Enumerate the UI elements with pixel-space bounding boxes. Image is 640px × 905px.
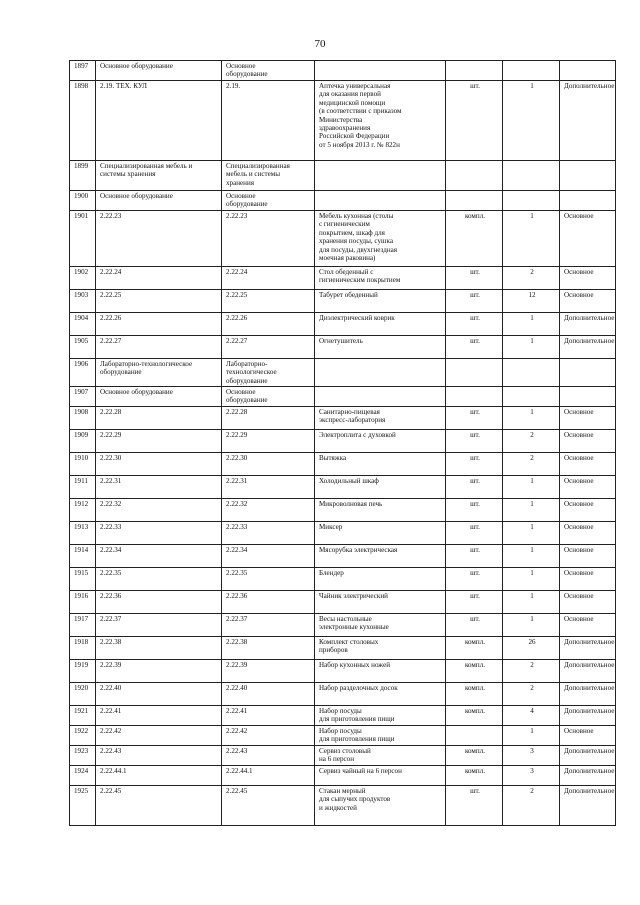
table-row: [70, 313, 616, 336]
equipment-type: Дополнительное: [560, 637, 616, 660]
table-row: [70, 359, 616, 387]
unit: компл.: [446, 660, 503, 683]
row-number: 1919: [70, 660, 96, 683]
item-name: Сервиз столовый на 6 персон: [315, 746, 446, 766]
item-name: Комплект столовых приборов: [315, 637, 446, 660]
quantity: 1: [503, 614, 560, 637]
item-name: [315, 61, 446, 81]
quantity: [503, 161, 560, 191]
section-code: 2.22.39: [96, 660, 222, 683]
section-code: 2.22.35: [96, 568, 222, 591]
item-code: 2.22.38: [222, 637, 315, 660]
row-number: 1914: [70, 545, 96, 568]
section-code: Лабораторно-технологическое оборудование: [96, 359, 222, 387]
quantity: 2: [503, 660, 560, 683]
item-name: Набор разделочных досок: [315, 683, 446, 706]
equipment-type: Дополнительное: [560, 313, 616, 336]
unit: шт.: [446, 430, 503, 453]
row-number: 1897: [70, 61, 96, 81]
table-row: [70, 706, 616, 726]
unit: шт.: [446, 499, 503, 522]
item-code: 2.19.: [222, 81, 315, 161]
unit: компл.: [446, 211, 503, 267]
row-number: 1917: [70, 614, 96, 637]
item-code: 2.22.23: [222, 211, 315, 267]
unit: шт.: [446, 476, 503, 499]
equipment-type: Основное: [560, 614, 616, 637]
equipment-type: Основное: [560, 211, 616, 267]
quantity: 1: [503, 81, 560, 161]
quantity: 3: [503, 766, 560, 786]
quantity: 1: [503, 211, 560, 267]
section-code: 2.22.44.1: [96, 766, 222, 786]
unit: шт.: [446, 453, 503, 476]
row-number: 1910: [70, 453, 96, 476]
row-number: 1908: [70, 407, 96, 430]
item-code: Основное оборудование: [222, 61, 315, 81]
item-name: Диэлектрический коврик: [315, 313, 446, 336]
row-number: 1900: [70, 191, 96, 211]
table-body: [70, 61, 616, 826]
item-code: 2.22.25: [222, 290, 315, 313]
item-code: 2.22.44.1: [222, 766, 315, 786]
table-row: [70, 499, 616, 522]
table-row: [70, 290, 616, 313]
item-name: Мясорубка электрическая: [315, 545, 446, 568]
table-row: [70, 568, 616, 591]
item-code: 2.22.42: [222, 726, 315, 746]
row-number: 1904: [70, 313, 96, 336]
equipment-type: Основное: [560, 407, 616, 430]
unit: шт.: [446, 81, 503, 161]
unit: шт.: [446, 614, 503, 637]
item-code: 2.22.31: [222, 476, 315, 499]
equipment-type: [560, 161, 616, 191]
quantity: 2: [503, 683, 560, 706]
equipment-type: [560, 387, 616, 407]
table-row: [70, 766, 616, 786]
equipment-type: Основное: [560, 476, 616, 499]
unit: [446, 387, 503, 407]
item-code: 2.22.35: [222, 568, 315, 591]
equipment-type: Основное: [560, 545, 616, 568]
section-code: 2.19. ТЕХ. КУЛ: [96, 81, 222, 161]
section-code: 2.22.28: [96, 407, 222, 430]
quantity: 2: [503, 430, 560, 453]
quantity: 1: [503, 568, 560, 591]
equipment-type: Основное: [560, 726, 616, 746]
section-code: 2.22.45: [96, 786, 222, 826]
equipment-type: [560, 191, 616, 211]
table-row: [70, 786, 616, 826]
table-row: [70, 191, 616, 211]
quantity: [503, 61, 560, 81]
equipment-type: Дополнительное: [560, 660, 616, 683]
quantity: 2: [503, 453, 560, 476]
section-code: 2.22.29: [96, 430, 222, 453]
row-number: 1913: [70, 522, 96, 545]
item-name: [315, 387, 446, 407]
row-number: 1915: [70, 568, 96, 591]
unit: шт.: [446, 313, 503, 336]
table-row: [70, 61, 616, 81]
equipment-type: Основное: [560, 430, 616, 453]
item-name: Санитарно-пищевая экспресс-лаборатория: [315, 407, 446, 430]
unit: компл.: [446, 746, 503, 766]
equipment-type: Дополнительное: [560, 336, 616, 359]
row-number: 1925: [70, 786, 96, 826]
item-name: Сервиз чайный на 6 персон: [315, 766, 446, 786]
quantity: [503, 387, 560, 407]
item-name: Огнетушитель: [315, 336, 446, 359]
page-number: 70: [314, 38, 326, 50]
item-name: [315, 359, 446, 387]
unit: шт.: [446, 568, 503, 591]
table-row: [70, 591, 616, 614]
item-name: Вытяжка: [315, 453, 446, 476]
quantity: 1: [503, 591, 560, 614]
section-code: Основное оборудование: [96, 191, 222, 211]
item-code: 2.22.30: [222, 453, 315, 476]
quantity: 3: [503, 746, 560, 766]
item-name: Микроволновая печь: [315, 499, 446, 522]
item-code: 2.22.39: [222, 660, 315, 683]
table-row: [70, 746, 616, 766]
row-number: 1898: [70, 81, 96, 161]
equipment-type: Основное: [560, 522, 616, 545]
section-code: 2.22.31: [96, 476, 222, 499]
item-code: 2.22.40: [222, 683, 315, 706]
unit: шт.: [446, 407, 503, 430]
item-name: Набор посуды для приготовления пищи: [315, 726, 446, 746]
quantity: [503, 359, 560, 387]
item-name: Стакан мерный для сыпучих продуктов и жидкостей: [315, 786, 446, 826]
section-code: 2.22.30: [96, 453, 222, 476]
row-number: 1902: [70, 267, 96, 290]
unit: шт.: [446, 336, 503, 359]
item-code: 2.22.32: [222, 499, 315, 522]
unit: [446, 359, 503, 387]
equipment-type: [560, 61, 616, 81]
section-code: 2.22.27: [96, 336, 222, 359]
equipment-type: Дополнительное: [560, 766, 616, 786]
unit: шт.: [446, 786, 503, 826]
section-code: 2.22.26: [96, 313, 222, 336]
equipment-type: Основное: [560, 568, 616, 591]
row-number: 1901: [70, 211, 96, 267]
section-code: 2.22.38: [96, 637, 222, 660]
section-code: 2.22.23: [96, 211, 222, 267]
row-number: 1916: [70, 591, 96, 614]
quantity: 4: [503, 706, 560, 726]
equipment-type: [560, 359, 616, 387]
item-code: 2.22.27: [222, 336, 315, 359]
item-code: 2.22.24: [222, 267, 315, 290]
unit: шт.: [446, 522, 503, 545]
row-number: 1924: [70, 766, 96, 786]
table-row: [70, 387, 616, 407]
quantity: 1: [503, 726, 560, 746]
item-code: 2.22.29: [222, 430, 315, 453]
equipment-type: Основное: [560, 290, 616, 313]
equipment-type: Основное: [560, 591, 616, 614]
section-code: Основное оборудование: [96, 61, 222, 81]
row-number: 1905: [70, 336, 96, 359]
item-name: Набор посуды для приготовления пищи: [315, 706, 446, 726]
unit: компл.: [446, 706, 503, 726]
section-code: Основное оборудование: [96, 387, 222, 407]
unit: шт.: [446, 290, 503, 313]
quantity: 1: [503, 499, 560, 522]
table-row: [70, 522, 616, 545]
item-code: Специализированная мебель и системы хранения: [222, 161, 315, 191]
row-number: 1903: [70, 290, 96, 313]
section-code: 2.22.34: [96, 545, 222, 568]
item-name: Табурет обеденный: [315, 290, 446, 313]
row-number: 1918: [70, 637, 96, 660]
unit: компл.: [446, 637, 503, 660]
row-number: 1907: [70, 387, 96, 407]
section-code: 2.22.42: [96, 726, 222, 746]
table-row: [70, 161, 616, 191]
section-code: 2.22.41: [96, 706, 222, 726]
quantity: 1: [503, 336, 560, 359]
table-row: [70, 683, 616, 706]
unit: шт.: [446, 545, 503, 568]
item-code: 2.22.33: [222, 522, 315, 545]
equipment-type: Дополнительное: [560, 786, 616, 826]
section-code: 2.22.43: [96, 746, 222, 766]
unit: [446, 191, 503, 211]
unit: шт.: [446, 267, 503, 290]
row-number: 1923: [70, 746, 96, 766]
section-code: 2.22.32: [96, 499, 222, 522]
item-code: 2.22.36: [222, 591, 315, 614]
item-code: 2.22.34: [222, 545, 315, 568]
item-name: Аптечка универсальная для оказания первой медицинской помощи (в соответствии с приказом Министерства здравоохранения Российской Федерации от 5 ноября 2013 г. № 822н: [315, 81, 446, 161]
item-name: Блендер: [315, 568, 446, 591]
quantity: 1: [503, 313, 560, 336]
equipment-type: Основное: [560, 267, 616, 290]
table-row: [70, 614, 616, 637]
quantity: 2: [503, 267, 560, 290]
equipment-type: Дополнительное: [560, 706, 616, 726]
table-row: [70, 81, 616, 161]
item-name: Чайник электрический: [315, 591, 446, 614]
section-code: Специализированная мебель и системы хранения: [96, 161, 222, 191]
section-code: 2.22.36: [96, 591, 222, 614]
equipment-table: [69, 60, 616, 826]
quantity: [503, 191, 560, 211]
equipment-type: Дополнительное: [560, 81, 616, 161]
item-code: 2.22.45: [222, 786, 315, 826]
item-name: Миксер: [315, 522, 446, 545]
table-row: [70, 660, 616, 683]
equipment-type: Основное: [560, 499, 616, 522]
row-number: 1899: [70, 161, 96, 191]
quantity: 2: [503, 786, 560, 826]
row-number: 1921: [70, 706, 96, 726]
item-code: Основное оборудование: [222, 387, 315, 407]
item-code: Лабораторно- технологическое оборудование: [222, 359, 315, 387]
item-code: 2.22.41: [222, 706, 315, 726]
quantity: 1: [503, 545, 560, 568]
item-code: 2.22.26: [222, 313, 315, 336]
section-code: 2.22.24: [96, 267, 222, 290]
section-code: 2.22.25: [96, 290, 222, 313]
quantity: 1: [503, 407, 560, 430]
row-number: 1911: [70, 476, 96, 499]
item-name: Стол обеденный с гигиеническим покрытием: [315, 267, 446, 290]
table-row: [70, 545, 616, 568]
unit: компл.: [446, 766, 503, 786]
item-name: Набор кухонных ножей: [315, 660, 446, 683]
table-row: [70, 430, 616, 453]
table-row: [70, 407, 616, 430]
row-number: 1920: [70, 683, 96, 706]
unit: шт.: [446, 591, 503, 614]
table-row: [70, 267, 616, 290]
item-name: Весы настольные электронные кухонные: [315, 614, 446, 637]
equipment-type: Основное: [560, 453, 616, 476]
item-name: Электроплита с духовкой: [315, 430, 446, 453]
row-number: 1922: [70, 726, 96, 746]
item-code: 2.22.37: [222, 614, 315, 637]
quantity: 26: [503, 637, 560, 660]
section-code: 2.22.37: [96, 614, 222, 637]
item-name: Мебель кухонная (столы с гигиеническим покрытием, шкаф для хранения посуды, сушка для посуды, двухгнездная моечная раковина): [315, 211, 446, 267]
row-number: 1912: [70, 499, 96, 522]
table-row: [70, 336, 616, 359]
unit: [446, 61, 503, 81]
table-row: [70, 637, 616, 660]
item-name: Холодильный шкаф: [315, 476, 446, 499]
unit: [446, 161, 503, 191]
table-row: [70, 453, 616, 476]
row-number: 1906: [70, 359, 96, 387]
quantity: 12: [503, 290, 560, 313]
table-row: [70, 476, 616, 499]
table-row: [70, 211, 616, 267]
item-name: [315, 191, 446, 211]
row-number: 1909: [70, 430, 96, 453]
item-name: [315, 161, 446, 191]
equipment-type: Дополнительное: [560, 746, 616, 766]
item-code: 2.22.28: [222, 407, 315, 430]
quantity: 1: [503, 476, 560, 499]
table-row: [70, 726, 616, 746]
quantity: 1: [503, 522, 560, 545]
item-code: Основное оборудование: [222, 191, 315, 211]
item-code: 2.22.43: [222, 746, 315, 766]
unit: [446, 726, 503, 746]
unit: компл.: [446, 683, 503, 706]
equipment-type: Дополнительное: [560, 683, 616, 706]
section-code: 2.22.33: [96, 522, 222, 545]
section-code: 2.22.40: [96, 683, 222, 706]
